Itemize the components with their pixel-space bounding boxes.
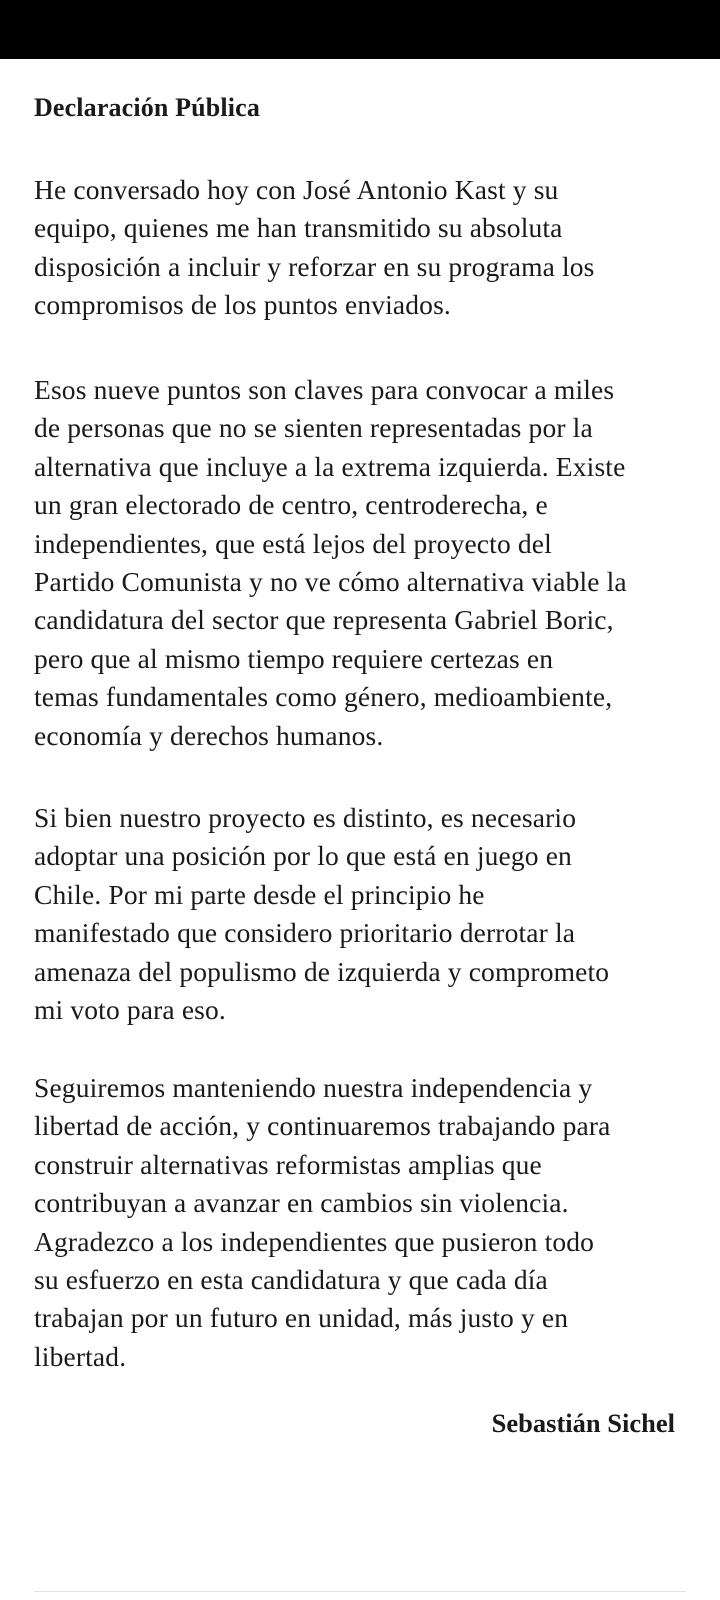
text-line: alternativa que incluye a la extrema izquierda. Existe bbox=[34, 450, 626, 482]
text-line: candidatura del sector que representa Gabriel Boric, bbox=[34, 604, 614, 636]
text-line: Esos nueve puntos son claves para convocar a miles bbox=[34, 374, 615, 405]
paragraph-4 bbox=[34, 1069, 611, 1376]
text-line: disposición a incluir y reforzar en su programa los bbox=[34, 250, 595, 282]
text-line: Agradezco a los independientes que pusieron todo bbox=[34, 1225, 595, 1257]
bottom-divider bbox=[34, 1591, 686, 1592]
text-line: Seguiremos manteniendo nuestra independencia y bbox=[34, 1072, 593, 1103]
text-line: manifestado que considero prioritario derrotar la bbox=[34, 917, 576, 949]
text-line: adoptar una posición por lo que está en juego en bbox=[34, 840, 572, 872]
text-line: contribuyan a avanzar en cambios sin violencia. bbox=[34, 1187, 569, 1219]
text-line: libertad de acción, y continuaremos trabajando para bbox=[34, 1110, 611, 1142]
text-line: Si bien nuestro proyecto es distinto, es necesario bbox=[34, 802, 577, 833]
text-line: Chile. Por mi parte desde el principio he bbox=[34, 878, 485, 910]
text-line: libertad. bbox=[34, 1340, 127, 1372]
text-line: trabajan por un futuro en unidad, más justo y en bbox=[34, 1302, 569, 1334]
paragraph-2 bbox=[34, 371, 627, 755]
text-line: mi voto para eso. bbox=[34, 994, 226, 1026]
text-line: amenaza del populismo de izquierda y comprometo bbox=[34, 955, 610, 987]
text-line: He conversado hoy con José Antonio Kast y su bbox=[34, 174, 559, 205]
paragraph-3 bbox=[34, 799, 609, 1029]
text-line: construir alternativas reformistas amplias que bbox=[34, 1148, 542, 1180]
text-line: un gran electorado de centro, centroderecha, e bbox=[34, 489, 548, 521]
text-line: de personas que no se sienten representadas por la bbox=[34, 412, 593, 444]
text-line: su esfuerzo en esta candidatura y que cada día bbox=[34, 1264, 548, 1296]
text-line: pero que al mismo tiempo requiere certezas en bbox=[34, 642, 554, 674]
text-line: Partido Comunista y no ve cómo alternativa viable la bbox=[34, 566, 627, 598]
paragraph-1 bbox=[34, 171, 595, 325]
text-line: independientes, que está lejos del proyecto del bbox=[34, 527, 552, 559]
text-line: temas fundamentales como género, medioambiente, bbox=[34, 681, 613, 713]
text-line: compromisos de los puntos enviados. bbox=[34, 289, 451, 321]
status-bar bbox=[0, 0, 720, 59]
document-title: Declaración Pública bbox=[34, 93, 260, 122]
text-line: equipo, quienes me han transmitido su absoluta bbox=[34, 212, 563, 244]
text-line: economía y derechos humanos. bbox=[34, 719, 384, 751]
signature: Sebastián Sichel bbox=[491, 1408, 675, 1438]
